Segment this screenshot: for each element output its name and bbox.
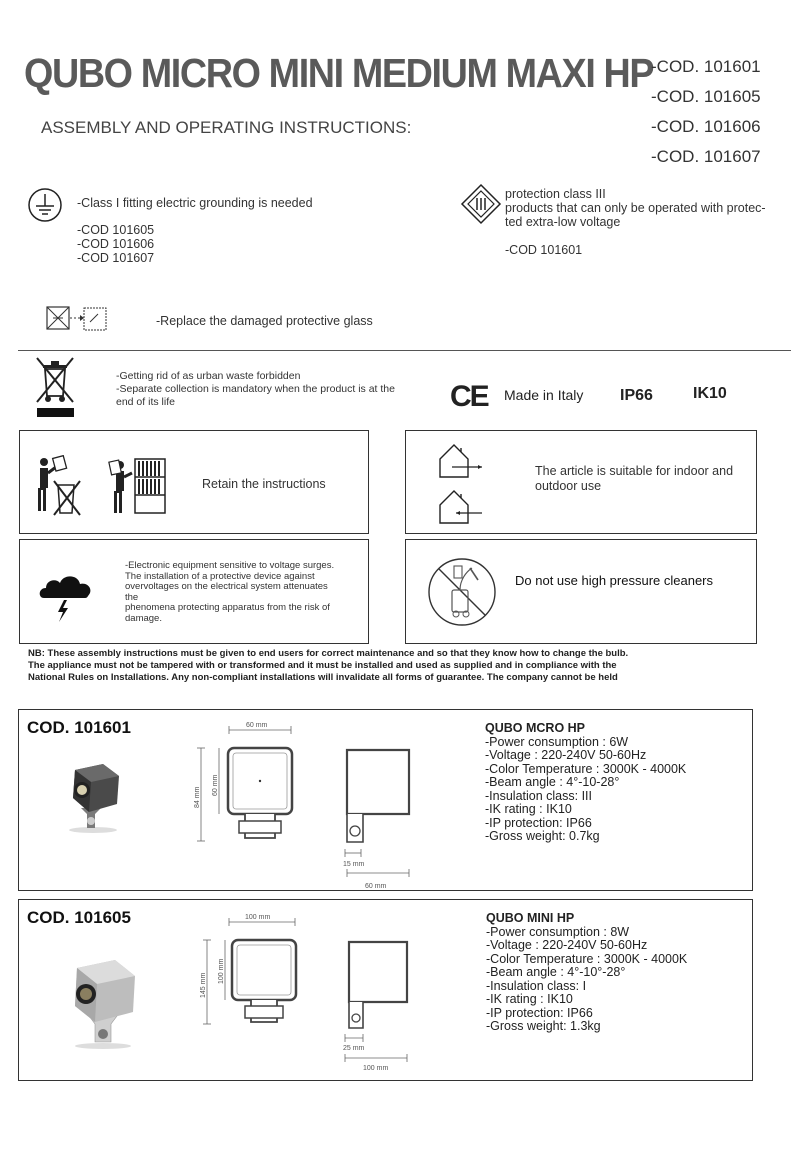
grounding-codes — [77, 223, 154, 265]
spec-line: -Insulation class: I — [486, 978, 587, 993]
dimension-drawing — [189, 908, 429, 1078]
nb-line: National Rules on Installations. Any non-compliant installations will invalidate all forms of guarantee. The company cannot be held — [28, 672, 618, 683]
spec-line: -Power consumption : 6W — [485, 734, 629, 749]
nb-notice — [28, 648, 768, 684]
pressure-box — [405, 539, 757, 644]
code-line: -COD. 101606 — [651, 117, 761, 136]
dim-height-head: 60 mm — [212, 774, 219, 796]
spec-line: -IP protection: IP66 — [486, 1005, 593, 1020]
grounding-text: -Class I fitting electric grounding is needed — [77, 196, 313, 210]
no-pressure-washer-icon — [426, 550, 498, 634]
indoor-line: outdoor use — [535, 479, 602, 493]
protection-line: ted extra-low voltage — [505, 215, 621, 229]
code-line: -COD. 101607 — [651, 147, 761, 166]
product-name: QUBO MCRO HP — [485, 721, 585, 735]
spec-line: -IK rating : IK10 — [485, 802, 572, 816]
spec-line: -Insulation class: III — [485, 788, 592, 803]
spec-line: -Voltage : 220-240V 50-60Hz — [485, 748, 647, 762]
spec-list — [486, 912, 687, 1034]
product-name: QUBO MINI HP — [486, 911, 575, 925]
surge-line: damage. — [125, 612, 162, 624]
retain-text: Retain the instructions — [202, 477, 326, 491]
grounding-code: -COD 101607 — [77, 251, 155, 265]
surge-line: phenomena protecting apparatus from the risk of — [125, 602, 330, 613]
product-card — [18, 709, 753, 891]
indoor-outdoor-box — [405, 430, 757, 534]
waste-line: end of its life — [116, 396, 175, 408]
dim-height-total: 84 mm — [194, 786, 201, 808]
nb-line: The appliance must not be tampered with or transformed and it must be installed and used as supplied and in compliance with the — [28, 660, 617, 671]
spec-line: -Color Temperature : 3000K - 4000K — [486, 951, 688, 966]
grounding-code: -COD 101606 — [77, 237, 155, 251]
surge-box — [19, 539, 369, 644]
waste-line: -Separate collection is mandatory when the product is at the — [116, 383, 395, 395]
pressure-text: Do not use high pressure cleaners — [515, 573, 714, 588]
nb-line: NB: These assembly instructions must be given to end users for correct maintenance and so that they know how to change the bulb. — [28, 648, 629, 659]
spec-line: -Beam angle : 4°-10-28° — [485, 775, 620, 789]
grounding-code: -COD 101605 — [77, 223, 155, 237]
code-line: -COD. 101601 — [651, 57, 761, 76]
product-code: COD. 101601 — [27, 718, 131, 737]
made-in-italy: Made in Italy — [504, 387, 584, 403]
indoor-line: The article is suitable for indoor and — [535, 464, 734, 478]
spec-line: -Gross weight: 0.7kg — [485, 829, 600, 843]
spec-line: -Voltage : 220-240V 50-60Hz — [486, 938, 648, 952]
product-code: COD. 101605 — [27, 908, 131, 927]
dim-height-total: 145 mm — [200, 972, 207, 998]
spec-line: -Beam angle : 4°-10°-28° — [486, 965, 626, 979]
glass-text: -Replace the damaged protective glass — [156, 314, 373, 328]
retain-box — [19, 430, 369, 534]
dim-depth-small: 15 mm — [343, 861, 365, 868]
protection-code: -COD 101601 — [505, 243, 583, 257]
product-card — [18, 899, 753, 1081]
document-subtitle: ASSEMBLY AND OPERATING INSTRUCTIONS: — [41, 118, 412, 137]
indoor-outdoor-icon — [436, 439, 486, 529]
broken-glass-icon — [46, 306, 108, 332]
dim-top: 100 mm — [245, 914, 271, 921]
spec-line: -Color Temperature : 3000K - 4000K — [485, 761, 687, 776]
dim-depth: 100 mm — [363, 1065, 389, 1072]
document-title: QUBO MICRO MINI MEDIUM MAXI HP — [24, 50, 654, 96]
waste-line: -Getting rid of as urban waste forbidden — [116, 370, 301, 382]
waste-text — [116, 370, 395, 409]
product-photo — [51, 756, 131, 836]
product-codes — [651, 52, 761, 172]
surge-line: The installation of a protective device against — [125, 570, 315, 582]
protection-text — [505, 187, 766, 229]
retain-instructions-icon — [34, 455, 172, 517]
ce-mark: CE — [450, 380, 488, 413]
indoor-outdoor-text — [535, 464, 733, 494]
spec-line: -IP protection: IP66 — [485, 815, 592, 830]
dim-depth: 60 mm — [365, 883, 387, 890]
protection-line: products that can only be operated with protec- — [505, 201, 766, 215]
dim-height-head: 100 mm — [218, 958, 225, 984]
surge-text — [125, 561, 334, 624]
class-iii-icon — [460, 183, 502, 225]
spec-line: -IK rating : IK10 — [486, 992, 573, 1006]
product-photo — [55, 952, 145, 1052]
surge-line: -Electronic equipment sensitive to voltage surges. — [125, 560, 335, 571]
ground-icon — [27, 187, 63, 223]
divider — [18, 350, 791, 351]
protection-line: protection class III — [505, 187, 606, 201]
surge-line: the — [125, 591, 139, 603]
code-line: -COD. 101605 — [651, 87, 761, 106]
dimension-drawing — [189, 716, 429, 891]
spec-line: -Power consumption : 8W — [486, 924, 630, 939]
surge-line: overvoltages on the electrical system attenuates — [125, 581, 328, 592]
crossed-bin-icon — [34, 354, 76, 420]
ik-rating: IK10 — [693, 385, 727, 402]
spec-list — [485, 722, 686, 844]
ip-rating: IP66 — [620, 387, 653, 404]
dim-top: 60 mm — [246, 722, 268, 729]
storm-cloud-icon — [38, 570, 98, 628]
dim-depth-small: 25 mm — [343, 1045, 365, 1052]
spec-line: -Gross weight: 1.3kg — [486, 1019, 601, 1033]
